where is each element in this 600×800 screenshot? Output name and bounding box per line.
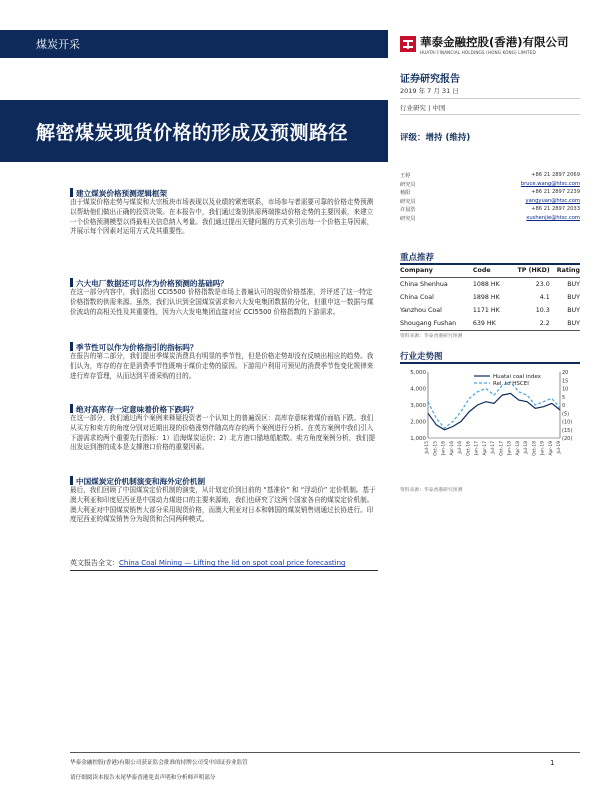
report-title: 解密煤炭现货价格的形成及预测路径 bbox=[36, 122, 349, 144]
analyst-contact: +86 21 2897 2239 bbox=[531, 189, 580, 196]
table-row bbox=[400, 304, 580, 317]
x-tick-label: Apr-16 bbox=[449, 441, 455, 456]
analyst-row bbox=[400, 172, 580, 181]
section-heading: 中国煤炭定价机制演变和海外定价机制 bbox=[76, 477, 206, 486]
section-heading: 绝对高库存一定意味着价格下跌吗？ bbox=[76, 405, 198, 414]
analyst-role: 许晨浩 bbox=[400, 207, 416, 214]
col-header: Rating bbox=[550, 266, 580, 278]
section-heading: 建立煤炭价格预测逻辑框架 bbox=[76, 189, 168, 198]
x-tick-label: Jan-17 bbox=[474, 441, 480, 455]
y-tick-label-right: (5) bbox=[562, 411, 570, 418]
x-tick-label: Jan-18 bbox=[507, 441, 513, 455]
section-body: 由于煤炭价格走势与煤炭和大宗板块市场表现以及业绩的紧密联系，市场参与者需要可靠的价格走势预测以帮助他们做出正确的投资决策。在本报告中，我们通过鉴别供需两端推动价格走势的主要因素，来建立一个价格预测模型以得最相关信息纳入考量。我们通过提出关键问题的方式来引出每一个价格主导因素，并展示每个因素对运用方式及其重要性。 bbox=[70, 198, 374, 236]
report-industry: 行业研究 | 中国 bbox=[400, 104, 446, 112]
table-row bbox=[400, 291, 580, 304]
analyst-row bbox=[400, 215, 580, 224]
section-bar bbox=[0, 30, 388, 58]
analyst-contact: +86 21 2897 2069 bbox=[531, 172, 580, 178]
x-tick-label: Apr-18 bbox=[515, 441, 521, 456]
section-heading: 季节性可以作为价格指引的指标吗？ bbox=[76, 343, 198, 352]
analyst-role: 王婷 bbox=[400, 173, 411, 179]
y-tick-label-right: (20) bbox=[562, 436, 573, 442]
cell: 2.2 bbox=[508, 317, 550, 331]
table-header-row bbox=[400, 266, 580, 278]
section-marker bbox=[70, 476, 73, 485]
col-header: Company bbox=[400, 266, 473, 278]
series-line bbox=[428, 393, 560, 429]
x-tick-label: Oct-15 bbox=[433, 441, 439, 456]
cell: Shougang Fushan bbox=[400, 317, 473, 331]
x-tick-label: Jul-19 bbox=[557, 441, 562, 454]
y-tick-label-right: 0 bbox=[562, 403, 566, 409]
cell: BUY bbox=[567, 307, 580, 314]
cell: BUY bbox=[550, 317, 580, 331]
cell: BUY bbox=[567, 294, 580, 301]
analyst-role: 研究员 bbox=[400, 215, 416, 222]
cell: China Shenhua bbox=[400, 281, 448, 288]
analyst-role: 杨阳 bbox=[400, 190, 411, 197]
footer-rule bbox=[70, 752, 580, 753]
cell: 1088 HK bbox=[472, 281, 500, 288]
x-tick-label: Jul-18 bbox=[524, 441, 529, 454]
section-marker bbox=[70, 188, 73, 197]
footer-disclaimer: 华泰金融控股(香港)有限公司获证监会批准的持牌公司受中国证券业监管 bbox=[70, 760, 248, 766]
legend-label: Rel. to HSCEI bbox=[493, 381, 529, 387]
analyst-role: 研究员 bbox=[400, 181, 416, 188]
section-marker bbox=[70, 342, 73, 351]
cell: Yanzhou Coal bbox=[400, 307, 442, 314]
recommend-table bbox=[400, 266, 580, 331]
company-logo bbox=[400, 28, 580, 64]
logo-mark-icon bbox=[400, 36, 416, 52]
col-header: Code bbox=[473, 266, 508, 278]
x-tick-label: Jan-16 bbox=[441, 441, 447, 455]
cell: 1898 HK bbox=[472, 294, 500, 301]
y-tick-label-right: (15) bbox=[562, 427, 573, 434]
analyst-list bbox=[400, 172, 580, 224]
fulltext-row bbox=[70, 558, 378, 568]
table-source: 资料来源：华泰香港研究预测 bbox=[400, 334, 463, 339]
fulltext-label: 英文报告全文： bbox=[70, 559, 119, 567]
chart-source: 资料来源：华泰香港研究预测 bbox=[400, 488, 463, 493]
analyst-email-link[interactable]: xushenjie@htsc.com bbox=[526, 214, 580, 221]
x-tick-label: Oct-17 bbox=[499, 441, 505, 456]
x-tick-label: Jan-19 bbox=[540, 441, 546, 455]
analyst-contact: +86 21 2897 2033 bbox=[531, 206, 580, 213]
cell: China Coal bbox=[400, 294, 434, 301]
x-tick-label: Oct-16 bbox=[466, 441, 472, 456]
section-body: 在这一部分，我们通过两个案例来释疑投资者一个认知上的普遍误区：高库存意味着煤价面临下跌。我们从买方和卖方的角度分别对近期出现的价格涨势伴随高库存的两个案例进行分析。在英方案例中我们引入下游需求的两个重要先行指标：1）沿海煤炭运价；2）北方港口锚地船舶数。卖方角度案例分析，我们提出发运到港的成本是支撑港口价格的重要因素。 bbox=[70, 414, 376, 452]
footer-notice: 请仔细阅读本报告末尾华泰香港免责声明和分析师声明部分 bbox=[70, 775, 216, 781]
analyst-email-link[interactable]: bruce.wang@htsc.com bbox=[520, 180, 580, 187]
cell: 23.0 bbox=[535, 281, 550, 288]
cell: 1171 HK bbox=[472, 307, 500, 314]
x-tick-label: Jul-17 bbox=[491, 441, 496, 454]
y-tick-label-left: 4,000 bbox=[410, 386, 426, 393]
y-tick-label-right: 10 bbox=[562, 386, 569, 393]
logo-english-name: HUATAI FINANCIAL HOLDINGS (HONG KONG) LIMITED bbox=[420, 50, 536, 55]
section-label: 煤炭开采 bbox=[36, 38, 80, 51]
analyst-row bbox=[400, 181, 580, 190]
page-number: 1 bbox=[550, 759, 555, 767]
analyst-row bbox=[400, 198, 580, 207]
chart-svg bbox=[400, 362, 580, 480]
recommend-heading: 重点推荐 bbox=[400, 253, 435, 263]
table-row bbox=[400, 317, 580, 331]
trend-heading: 行业走势图 bbox=[400, 352, 443, 362]
y-tick-label-right: 15 bbox=[562, 378, 569, 385]
x-tick-label: Oct-18 bbox=[532, 441, 538, 456]
section-marker bbox=[70, 278, 73, 287]
cell: 4.1 bbox=[539, 294, 550, 301]
y-tick-label-left: 3,000 bbox=[410, 403, 426, 409]
cell: 639 HK bbox=[473, 317, 508, 331]
analyst-row bbox=[400, 189, 580, 198]
divider bbox=[70, 570, 378, 571]
y-tick-label-right: 20 bbox=[562, 370, 569, 376]
title-banner bbox=[0, 100, 388, 162]
x-tick-label: Jul-15 bbox=[425, 441, 430, 454]
y-tick-label-right: (10) bbox=[562, 419, 573, 426]
cell: BUY bbox=[567, 281, 580, 288]
x-tick-label: Apr-17 bbox=[482, 441, 488, 456]
industry-trend-chart bbox=[400, 362, 580, 480]
y-tick-label-left: 5,000 bbox=[410, 370, 426, 376]
section-body: 在这一部分内容中，我们指出 CCI5500 价格指数是市场上普遍认可的现货价格基准，并评述了这一特定价格指数的供需来源。虽然，我们认识到全国煤炭需求和六大发电集团数据的分化，但重申这一数据与煤价波动的高相关性及其重要性，因为六大发电集团直接对应 CCI5500 价格指数的下游需求。 bbox=[70, 288, 374, 316]
report-type: 证券研究报告 bbox=[400, 74, 460, 85]
analyst-role: 研究员 bbox=[400, 198, 416, 205]
analyst-email-link[interactable]: yangyuan@htsc.com bbox=[525, 197, 580, 204]
heading-rule bbox=[400, 263, 580, 265]
fulltext-link[interactable]: China Coal Mining — Lifting the lid on spot coal price forecasting bbox=[119, 559, 346, 567]
y-tick-label-right: 5 bbox=[562, 394, 566, 401]
logo-name: 華泰金融控股(香港)有限公司 bbox=[420, 35, 569, 49]
analyst-row bbox=[400, 206, 580, 215]
legend-label: Huatai coal index bbox=[493, 374, 541, 380]
table-row bbox=[400, 278, 580, 292]
col-header: TP (HKD) bbox=[508, 266, 550, 278]
cell: 10.3 bbox=[535, 307, 550, 314]
report-date: 2019 年 7 月 31 日 bbox=[400, 87, 459, 95]
divider bbox=[400, 98, 580, 99]
x-tick-label: Apr-19 bbox=[548, 441, 554, 456]
divider bbox=[400, 114, 580, 115]
series-line bbox=[428, 382, 560, 428]
y-tick-label-left: 2,000 bbox=[410, 419, 426, 426]
y-tick-label-left: 1,000 bbox=[410, 436, 426, 442]
x-tick-label: Jul-16 bbox=[458, 441, 463, 454]
section-body: 最后，我们回顾了中国煤炭定价机制的演变，从计划定价到目前的 “基准价” 和 “浮动价” 定价机制。基于澳大利亚和印度尼西亚是中国动力煤进口的主要来源地，我们也研究了这两个国家各自的煤炭定价机制。澳大利亚对中国煤炭销售大部分采用现货价格，而澳大利亚对日本和韩国的煤炭销售则通过长协进行。印度尼西亚的煤炭销售分为现货和合同两种模式。 bbox=[70, 486, 376, 524]
section-heading: 六大电厂数据还可以作为价格预测的基础吗？ bbox=[76, 279, 228, 288]
section-marker bbox=[70, 404, 73, 413]
report-rating: 评级：增持 (维持) bbox=[400, 133, 471, 143]
section-body: 在报告的第二部分，我们提出季煤炭消费具有明显的季节性，但是价格走势却没有反映出相应的趋势。我们认为，库存的存在是消费季节性既响于煤价走势的原因。下游用户利用可预见的消费季节性变化规律来进行库存管理，从而达到平滑采购的目的。 bbox=[70, 352, 374, 380]
